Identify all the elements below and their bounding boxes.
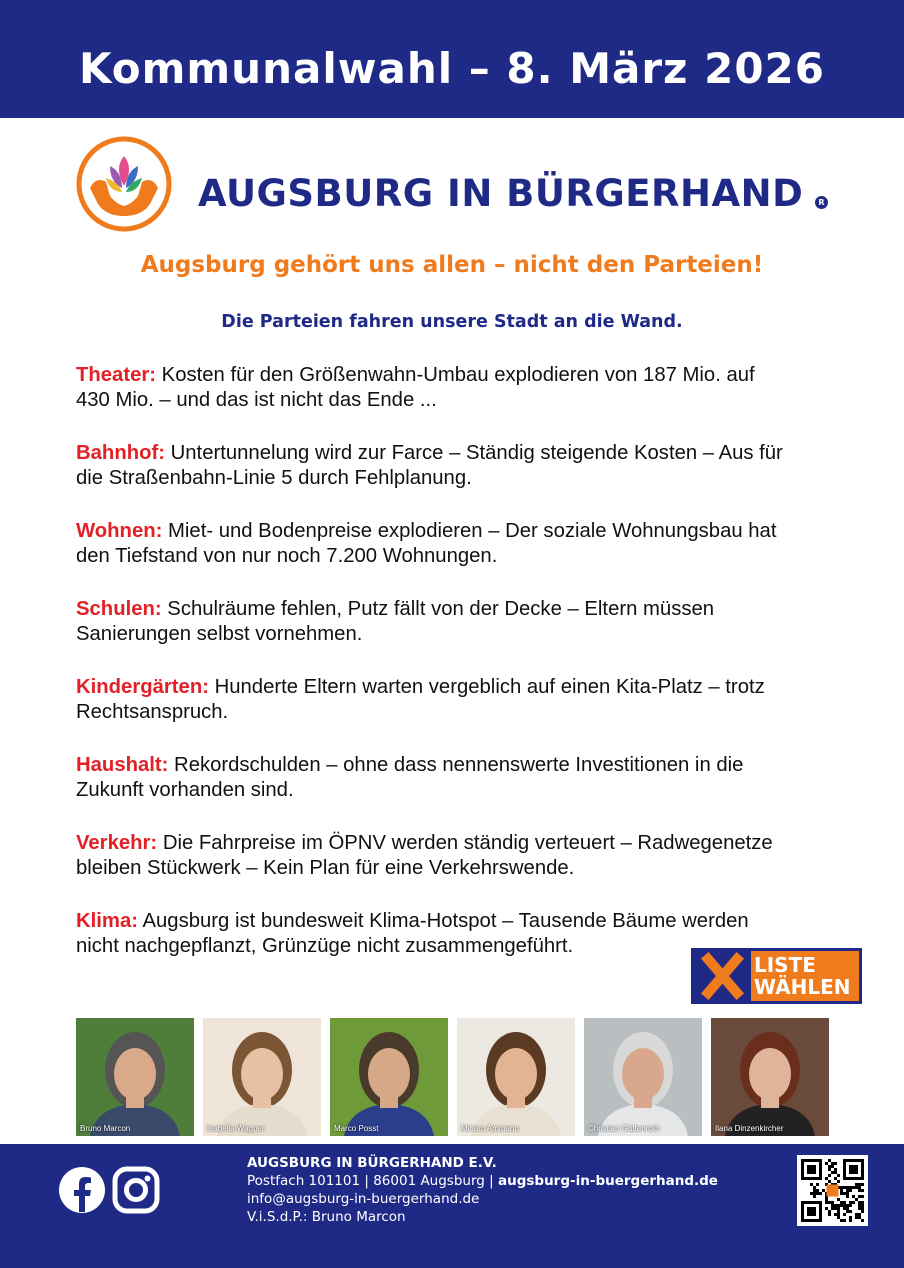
lotus-hands-emblem-icon <box>76 136 172 232</box>
issue-wohnen <box>76 519 846 597</box>
issue-text: Sanierungen selbst vornehmen. <box>76 623 363 645</box>
issue-haushalt <box>76 753 846 831</box>
vote-list-badge <box>691 948 862 1004</box>
email-link[interactable]: info@augsburg-in-buergerhand.de <box>247 1191 480 1207</box>
issue-bahnhof <box>76 441 846 519</box>
issue-key: Theater: <box>76 364 157 386</box>
instagram-icon[interactable] <box>112 1166 160 1214</box>
vote-list-line2: WÄHLEN <box>754 975 851 999</box>
issue-text: Die Fahrpreise im ÖPNV werden ständig verteuert – Radwegenetze <box>157 832 773 854</box>
issue-theater <box>76 363 846 441</box>
candidate-photo <box>76 1018 194 1136</box>
issue-key: Schulen: <box>76 598 162 620</box>
issue-key: Wohnen: <box>76 520 163 542</box>
vote-list-text <box>754 954 851 998</box>
candidate-photo <box>457 1018 575 1136</box>
footer-contact <box>247 1154 718 1226</box>
vote-list-line1: LISTE <box>754 953 816 977</box>
candidate-name: Bruno Marcon <box>80 1124 131 1133</box>
website-link[interactable]: augsburg-in-buergerhand.de <box>497 1173 718 1189</box>
facebook-icon[interactable] <box>58 1166 106 1214</box>
issue-key: Bahnhof: <box>76 442 165 464</box>
issue-text: bleiben Stückwerk – Kein Plan für eine Verkehrswende. <box>76 857 575 879</box>
candidate-photo <box>584 1018 702 1136</box>
candidate-name: Marco Posst <box>334 1124 379 1133</box>
issue-text: den Tiefstand von nur noch 7.200 Wohnungen. <box>76 545 498 567</box>
issues-list <box>76 363 846 987</box>
issue-text: Kosten für den Größenwahn-Umbau explodieren von 187 Mio. auf <box>156 364 755 386</box>
portrait-image <box>584 1018 702 1136</box>
issue-text: 430 Mio. – und das ist nicht das Ende ... <box>76 389 437 411</box>
issue-key: Klima: <box>76 910 138 932</box>
organization-logo-text: AUGSBURG IN BÜRGERHAND <box>198 172 804 215</box>
issue-key: Verkehr: <box>76 832 158 854</box>
issue-text: Rechtsanspruch. <box>76 701 229 723</box>
issue-text: Rekordschulden – ohne dass nennenswerte Investitionen in die <box>168 754 744 776</box>
ballot-x-icon <box>694 951 751 1001</box>
issue-text: Untertunnelung wird zur Farce – Ständig steigende Kosten – Aus für <box>165 442 783 464</box>
candidate-photo <box>330 1018 448 1136</box>
issue-text: Schulräume fehlen, Putz fällt von der Decke – Eltern müssen <box>161 598 715 620</box>
page-title: Kommunalwahl – 8. März 2026 <box>78 44 826 93</box>
footer-address-line <box>247 1172 718 1190</box>
subslogan: Die Parteien fahren unsere Stadt an die Wand. <box>221 312 683 332</box>
issue-schulen <box>76 597 846 675</box>
portrait-image <box>203 1018 321 1136</box>
candidate-name: Christian Güttenroth <box>588 1124 660 1133</box>
portrait-image <box>76 1018 194 1136</box>
portrait-image <box>330 1018 448 1136</box>
portrait-image <box>711 1018 829 1136</box>
issue-verkehr <box>76 831 846 909</box>
registered-mark: R <box>815 196 828 209</box>
issue-key: Kindergärten: <box>76 676 209 698</box>
candidate-name: Isabella Wagner <box>207 1124 265 1133</box>
candidate-photo <box>711 1018 829 1136</box>
issue-text: Augsburg ist bundesweit Klima-Hotspot – Tausende Bäume werden <box>137 910 749 932</box>
qr-code[interactable] <box>797 1155 868 1226</box>
footer-visdp: V.i.S.d.P.: Bruno Marcon <box>247 1209 406 1225</box>
slogan: Augsburg gehört uns allen – nicht den Parteien! <box>140 252 764 278</box>
issue-text: Hunderte Eltern warten vergeblich auf einen Kita-Platz – trotz <box>208 676 765 698</box>
footer-address: Postfach 101101 | 86001 Augsburg | <box>247 1173 498 1189</box>
footer-org-name: AUGSBURG IN BÜRGERHAND E.V. <box>247 1155 497 1171</box>
candidate-name: Miriam Ammann <box>461 1124 519 1133</box>
portrait-image <box>457 1018 575 1136</box>
issue-kindergaerten <box>76 675 846 753</box>
issue-text: die Straßenbahn-Linie 5 durch Fehlplanung. <box>76 467 472 489</box>
candidate-photo <box>203 1018 321 1136</box>
candidate-name: Ilana Dinzenkircher <box>715 1124 784 1133</box>
issue-text: Zukunft vorhanden sind. <box>76 779 294 801</box>
qr-code-pattern <box>801 1159 864 1222</box>
issue-text: Miet- und Bodenpreise explodieren – Der soziale Wohnungsbau hat <box>162 520 777 542</box>
issue-text: nicht nachgepflanzt, Grünzüge nicht zusammengeführt. <box>76 935 574 957</box>
issue-key: Haushalt: <box>76 754 169 776</box>
